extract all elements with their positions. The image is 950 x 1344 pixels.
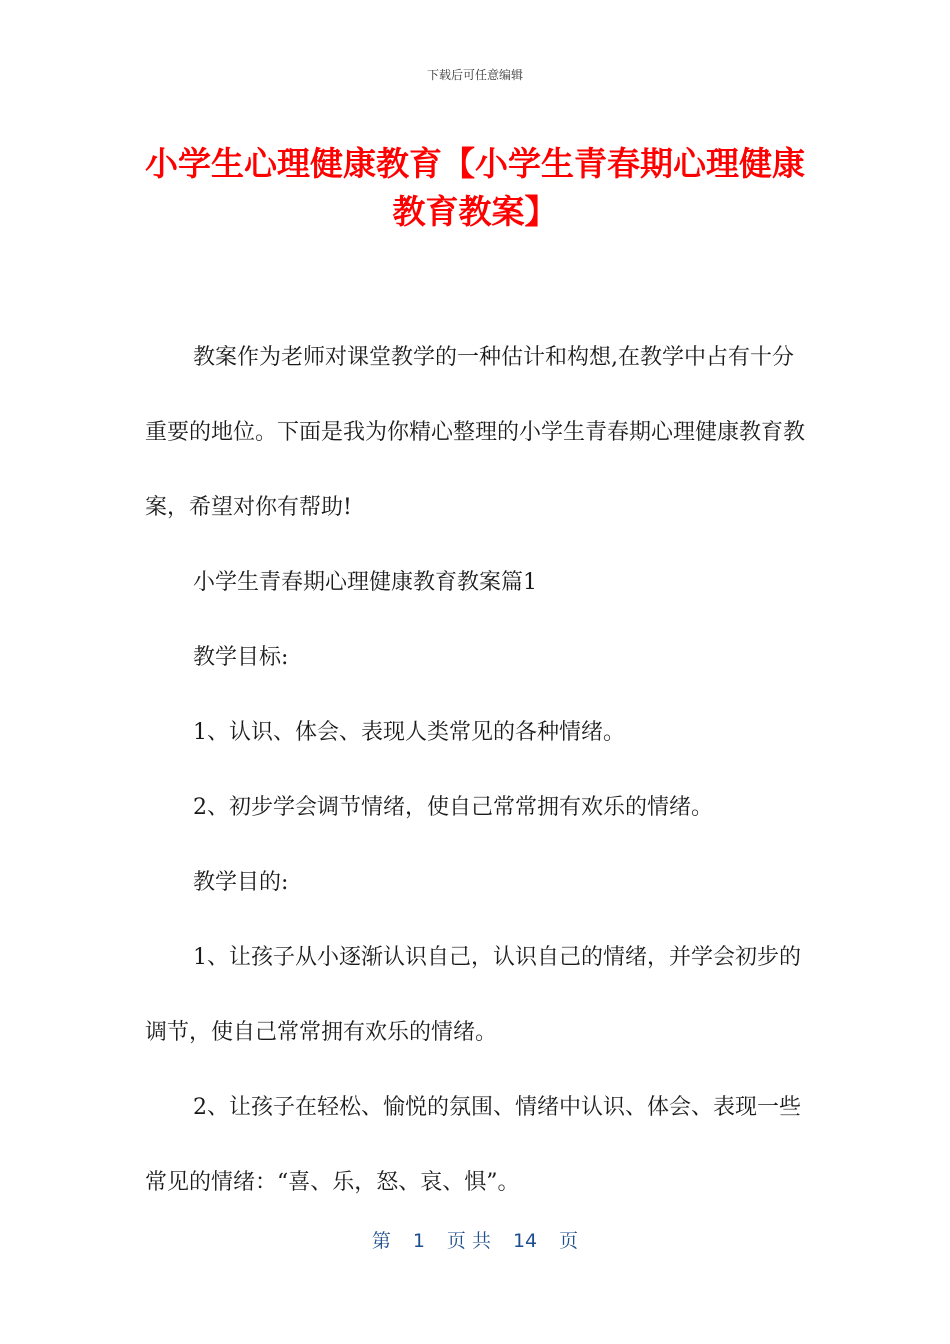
section-heading: 小学生青春期心理健康教育教案篇1 xyxy=(193,570,537,595)
teaching-goals-heading: 教学目标: xyxy=(193,645,289,670)
purpose-item-1: 1、让孩子从小逐渐认识自己，认识自己的情绪，并学会初步的调节，使自己常常拥有欢乐的情绪。 xyxy=(145,945,801,1045)
header-note: 下载后可任意编辑 xyxy=(426,68,523,82)
current-page-number: 1 xyxy=(412,1230,425,1252)
page-suffix: 页 xyxy=(559,1230,579,1252)
document-body xyxy=(145,320,805,1220)
teaching-purpose-heading: 教学目的: xyxy=(193,870,289,895)
goal-item-2: 2、初步学会调节情绪，使自己常常拥有欢乐的情绪。 xyxy=(193,795,713,820)
page-footer xyxy=(0,1226,950,1253)
purpose-item-2: 2、让孩子在轻松、愉悦的氛围、情绪中认识、体会、表现一些常见的情绪：“喜、乐，怒、哀、惧”。 xyxy=(145,1095,801,1195)
total-pages-number: 14 xyxy=(512,1230,538,1252)
document-title: 小学生心理健康教育【小学生青春期心理健康教育教案】 xyxy=(145,144,805,231)
intro-paragraph: 教案作为老师对课堂教学的一种估计和构想,在教学中占有十分重要的地位。下面是我为你精心整理的小学生青春期心理健康教育教案，希望对你有帮助! xyxy=(145,345,806,520)
page-prefix: 第 xyxy=(371,1230,391,1252)
goal-item-1: 1、认识、体会、表现人类常见的各种情绪。 xyxy=(193,720,625,745)
page-middle-text: 页 共 xyxy=(446,1230,491,1252)
